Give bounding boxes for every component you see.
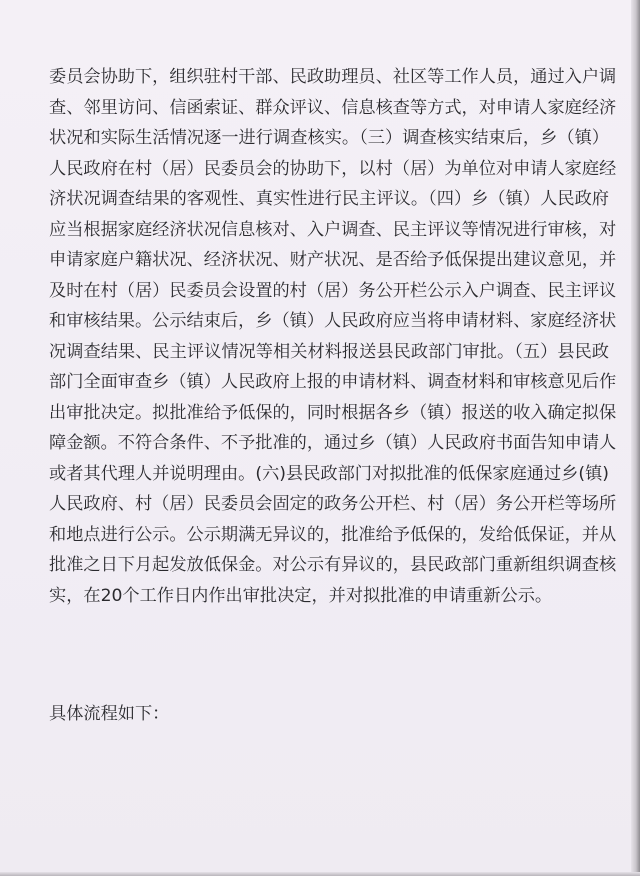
- document-body: [49, 62, 617, 611]
- text-line: 或者其代理人并说明理由。(六)县民政部门对拟批准的低保家庭通过乡(镇): [49, 463, 609, 484]
- text-line: 应当根据家庭经济状况信息核对、入户调查、民主评议等情况进行审核，对: [49, 219, 617, 240]
- text-line: 出审批决定。拟批准给予低保的，同时根据各乡（镇）报送的收入确定拟保: [49, 402, 617, 423]
- text-line: 和审核结果。公示结束后，乡（镇）人民政府应当将申请材料、家庭经济状: [49, 311, 617, 331]
- text-line: 委员会协助下，组织驻村干部、民政助理员、社区等工作人员，通过入户调: [49, 67, 617, 87]
- closing-line: 具体流程如下：: [49, 704, 170, 724]
- scan-edge-bottom: [0, 872, 640, 876]
- text-line: 障金额。不符合条件、不予批准的，通过乡（镇）人民政府书面告知申请人: [49, 433, 617, 453]
- text-line: 申请家庭户籍状况、经济状况、财产状况、是否给予低保提出建议意见，并: [49, 250, 617, 270]
- text-line: 济状况调查结果的客观性、真实性进行民主评议。（四）乡（镇）人民政府: [49, 189, 609, 209]
- text-line: 部门全面审查乡（镇）人民政府上报的申请材料、调查材料和审核意见后作: [49, 372, 617, 392]
- scan-edge-right: [631, 0, 640, 876]
- text-line: 人民政府、村（居）民委员会固定的政务公开栏、村（居）务公开栏等场所: [49, 494, 617, 514]
- text-line: 批准之日下月起发放低保金。对公示有异议的，县民政部门重新组织调查核: [49, 555, 617, 575]
- text-line: 人民政府在村（居）民委员会的协助下，以村（居）为单位对申请人家庭经: [49, 158, 617, 179]
- text-line: 及时在村（居）民委员会设置的村（居）务公开栏公示入户调查、民主评议: [49, 280, 617, 301]
- text-line: 和地点进行公示。公示期满无异议的，批准给予低保的，发给低保证，并从: [49, 524, 617, 545]
- text-line: 查、邻里访问、信函索证、群众评议、信息核查等方式，对申请人家庭经济: [49, 97, 617, 118]
- text-line: 况调查结果、民主评议情况等相关材料报送县民政部门审批。（五）县民政: [49, 341, 609, 362]
- text-line: 实，在20个工作日内作出审批决定，并对拟批准的申请重新公示。: [49, 585, 553, 606]
- text-line: 状况和实际生活情况逐一进行调查核实。（三）调查核实结束后，乡（镇）: [49, 128, 609, 148]
